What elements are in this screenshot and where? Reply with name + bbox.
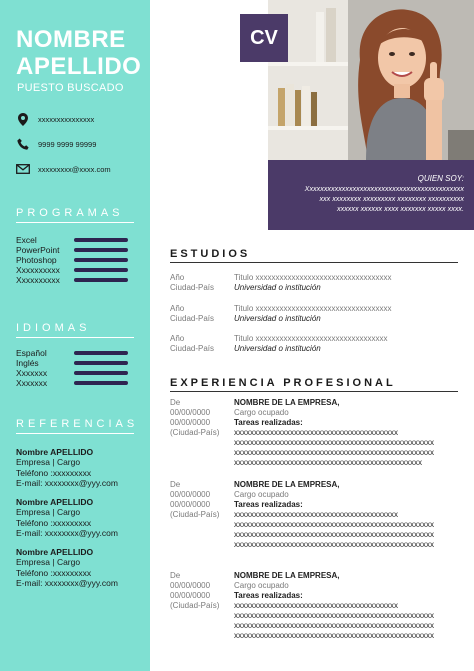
contact-email	[16, 162, 111, 176]
reference-name: Nombre APELLIDO	[16, 447, 94, 457]
program-skill	[16, 265, 131, 275]
reference-phone: Teléfono :xxxxxxxxx	[16, 467, 92, 478]
idiomas-title: IDIOMAS	[16, 322, 91, 334]
study-place: Ciudad-País	[170, 283, 215, 292]
reference-phone: Teléfono :xxxxxxxxx	[16, 517, 92, 528]
job-task-line: xxxxxxxxxxxxxxxxxxxxxxxxxxxxxxxxxxxxxxxxxxxxxxxxxx	[234, 611, 434, 620]
study-title: Titulo xxxxxxxxxxxxxxxxxxxxxxxxxxxxxxxxxx	[234, 304, 392, 313]
skill-bar	[74, 248, 128, 252]
job-to-date: 00/00/0000	[170, 418, 211, 427]
job-title: PUESTO BUSCADO	[17, 82, 124, 94]
reference-name: Nombre APELLIDO	[16, 497, 94, 507]
experiencia-divider	[170, 391, 458, 392]
referencias-divider	[16, 433, 134, 434]
job-entry	[170, 398, 458, 472]
referencias-title: REFERENCIAS	[16, 418, 139, 430]
skill-label: PowerPoint	[16, 245, 60, 255]
program-skill	[16, 255, 131, 265]
job-to-date: 00/00/0000	[170, 500, 211, 509]
job-task-line: xxxxxxxxxxxxxxxxxxxxxxxxxxxxxxxxxxxxxxxxx	[234, 601, 398, 610]
about-me-box	[268, 160, 474, 230]
study-year: Año	[170, 304, 185, 313]
job-to-date: 00/00/0000	[170, 591, 211, 600]
job-task-line: xxxxxxxxxxxxxxxxxxxxxxxxxxxxxxxxxxxxxxxxxxxxxxxxxx	[234, 438, 434, 447]
job-entry	[170, 571, 458, 645]
study-school: Universidad o institución	[234, 344, 321, 353]
job-position: Cargo ocupado	[234, 581, 289, 590]
job-company: NOMBRE DE LA EMPRESA,	[234, 480, 340, 489]
job-task-line: xxxxxxxxxxxxxxxxxxxxxxxxxxxxxxxxxxxxxxxxxxxxxxxxxx	[234, 530, 434, 539]
about-me-line: xxxxxx xxxxxx xxxx xxxxxxx xxxxx xxxx.	[337, 204, 464, 213]
job-task-line: xxxxxxxxxxxxxxxxxxxxxxxxxxxxxxxxxxxxxxxxx	[234, 428, 398, 437]
job-place: (Ciudad-País)	[170, 428, 220, 437]
study-title: Titulo xxxxxxxxxxxxxxxxxxxxxxxxxxxxxxxxxx	[234, 273, 392, 282]
study-school: Universidad o institución	[234, 283, 321, 292]
programas-divider	[16, 222, 134, 223]
contact-phone	[16, 137, 96, 151]
program-skill	[16, 245, 131, 255]
skill-bar	[74, 268, 128, 272]
skill-bar	[74, 258, 128, 262]
cv-badge: CV	[240, 14, 288, 62]
language-skill	[16, 368, 131, 378]
reference-name: Nombre APELLIDO	[16, 547, 94, 557]
skill-label: Photoshop	[16, 255, 57, 265]
job-tasks-label: Tareas realizadas:	[234, 591, 303, 600]
location-pin-icon	[16, 112, 30, 126]
estudios-title: ESTUDIOS	[170, 248, 251, 260]
job-company: NOMBRE DE LA EMPRESA,	[234, 398, 340, 407]
reference-entry	[16, 497, 118, 538]
reference-company: Empresa | Cargo	[16, 507, 81, 518]
last-name: APELLIDO	[16, 53, 142, 80]
phone-icon	[16, 137, 30, 151]
job-from-date: 00/00/0000	[170, 581, 211, 590]
job-company: NOMBRE DE LA EMPRESA,	[234, 571, 340, 580]
job-from-label: De	[170, 571, 181, 580]
job-task-line: xxxxxxxxxxxxxxxxxxxxxxxxxxxxxxxxxxxxxxxxxxxxxxx	[234, 458, 422, 467]
study-entry	[170, 304, 458, 324]
programas-title: PROGRAMAS	[16, 207, 124, 219]
job-entry	[170, 480, 458, 554]
job-place: (Ciudad-País)	[170, 601, 220, 610]
reference-email: E-mail: xxxxxxxx@yyy.com	[16, 477, 118, 488]
study-year: Año	[170, 334, 185, 343]
study-entry	[170, 273, 458, 293]
skill-bar	[74, 371, 128, 375]
email-text: xxxxxxxxx@xxxx.com	[38, 164, 111, 174]
skill-label: Excel	[16, 235, 37, 245]
job-from-date: 00/00/0000	[170, 490, 211, 499]
about-me-title: QUIEN SOY:	[417, 174, 464, 183]
skill-label: Inglés	[16, 358, 39, 368]
job-place: (Ciudad-País)	[170, 510, 220, 519]
language-skill	[16, 348, 131, 358]
job-task-line: xxxxxxxxxxxxxxxxxxxxxxxxxxxxxxxxxxxxxxxxxxxxxxxxxx	[234, 540, 434, 549]
reference-email: E-mail: xxxxxxxx@yyy.com	[16, 527, 118, 538]
phone-text: 9999 9999 99999	[38, 139, 97, 149]
mail-icon	[16, 162, 30, 176]
job-task-line: xxxxxxxxxxxxxxxxxxxxxxxxxxxxxxxxxxxxxxxxxxxxxxxxxx	[234, 520, 434, 529]
job-task-line: xxxxxxxxxxxxxxxxxxxxxxxxxxxxxxxxxxxxxxxxx	[234, 510, 398, 519]
job-tasks-label: Tareas realizadas:	[234, 500, 303, 509]
reference-company: Empresa | Cargo	[16, 557, 81, 568]
experiencia-title: EXPERIENCIA PROFESIONAL	[170, 377, 396, 389]
program-skill	[16, 235, 131, 245]
job-task-line: xxxxxxxxxxxxxxxxxxxxxxxxxxxxxxxxxxxxxxxxxxxxxxxxxx	[234, 631, 434, 640]
study-school: Universidad o institución	[234, 314, 321, 323]
skill-label: Xxxxxxxxxx	[16, 275, 60, 285]
study-place: Ciudad-País	[170, 314, 215, 323]
job-task-line: xxxxxxxxxxxxxxxxxxxxxxxxxxxxxxxxxxxxxxxxxxxxxxxxxx	[234, 621, 434, 630]
study-title: Titulo xxxxxxxxxxxxxxxxxxxxxxxxxxxxxxxxx	[234, 334, 388, 343]
address-text: xxxxxxxxxxxxxxx	[38, 114, 95, 124]
language-skill	[16, 358, 131, 368]
skill-bar	[74, 351, 128, 355]
first-name: NOMBRE	[16, 26, 126, 53]
skill-bar	[74, 381, 128, 385]
profile-photo	[268, 0, 474, 160]
reference-company: Empresa | Cargo	[16, 457, 81, 468]
skill-bar	[74, 361, 128, 365]
skill-bar	[74, 238, 128, 242]
job-from-label: De	[170, 398, 181, 407]
job-position: Cargo ocupado	[234, 490, 289, 499]
job-from-label: De	[170, 480, 181, 489]
skill-label: Xxxxxxx	[16, 378, 48, 388]
estudios-divider	[170, 262, 458, 263]
study-entry	[170, 334, 458, 354]
about-me-line: xxx xxxxxxxx xxxxxxxxx xxxxxxxx xxxxxxxxxx	[319, 194, 464, 203]
candidate-name	[16, 26, 141, 80]
skill-bar	[74, 278, 128, 282]
sidebar	[0, 0, 150, 671]
idiomas-divider	[16, 337, 134, 338]
study-place: Ciudad-País	[170, 344, 215, 353]
contact-address	[16, 112, 94, 126]
reference-email: E-mail: xxxxxxxx@yyy.com	[16, 577, 118, 588]
skill-label: Xxxxxxxxxx	[16, 265, 60, 275]
reference-entry	[16, 547, 118, 588]
study-year: Año	[170, 273, 185, 282]
skill-label: Español	[16, 348, 47, 358]
program-skill	[16, 275, 131, 285]
job-task-line: xxxxxxxxxxxxxxxxxxxxxxxxxxxxxxxxxxxxxxxxxxxxxxxxxx	[234, 448, 434, 457]
job-position: Cargo ocupado	[234, 408, 289, 417]
language-skill	[16, 378, 131, 388]
skill-label: Xxxxxxx	[16, 368, 48, 378]
about-me-line: Xxxxxxxxxxxxxxxxxxxxxxxxxxxxxxxxxxxxxxxxxxxx	[304, 184, 464, 193]
reference-entry	[16, 447, 118, 488]
job-from-date: 00/00/0000	[170, 408, 211, 417]
reference-phone: Teléfono :xxxxxxxxx	[16, 567, 92, 578]
job-tasks-label: Tareas realizadas:	[234, 418, 303, 427]
